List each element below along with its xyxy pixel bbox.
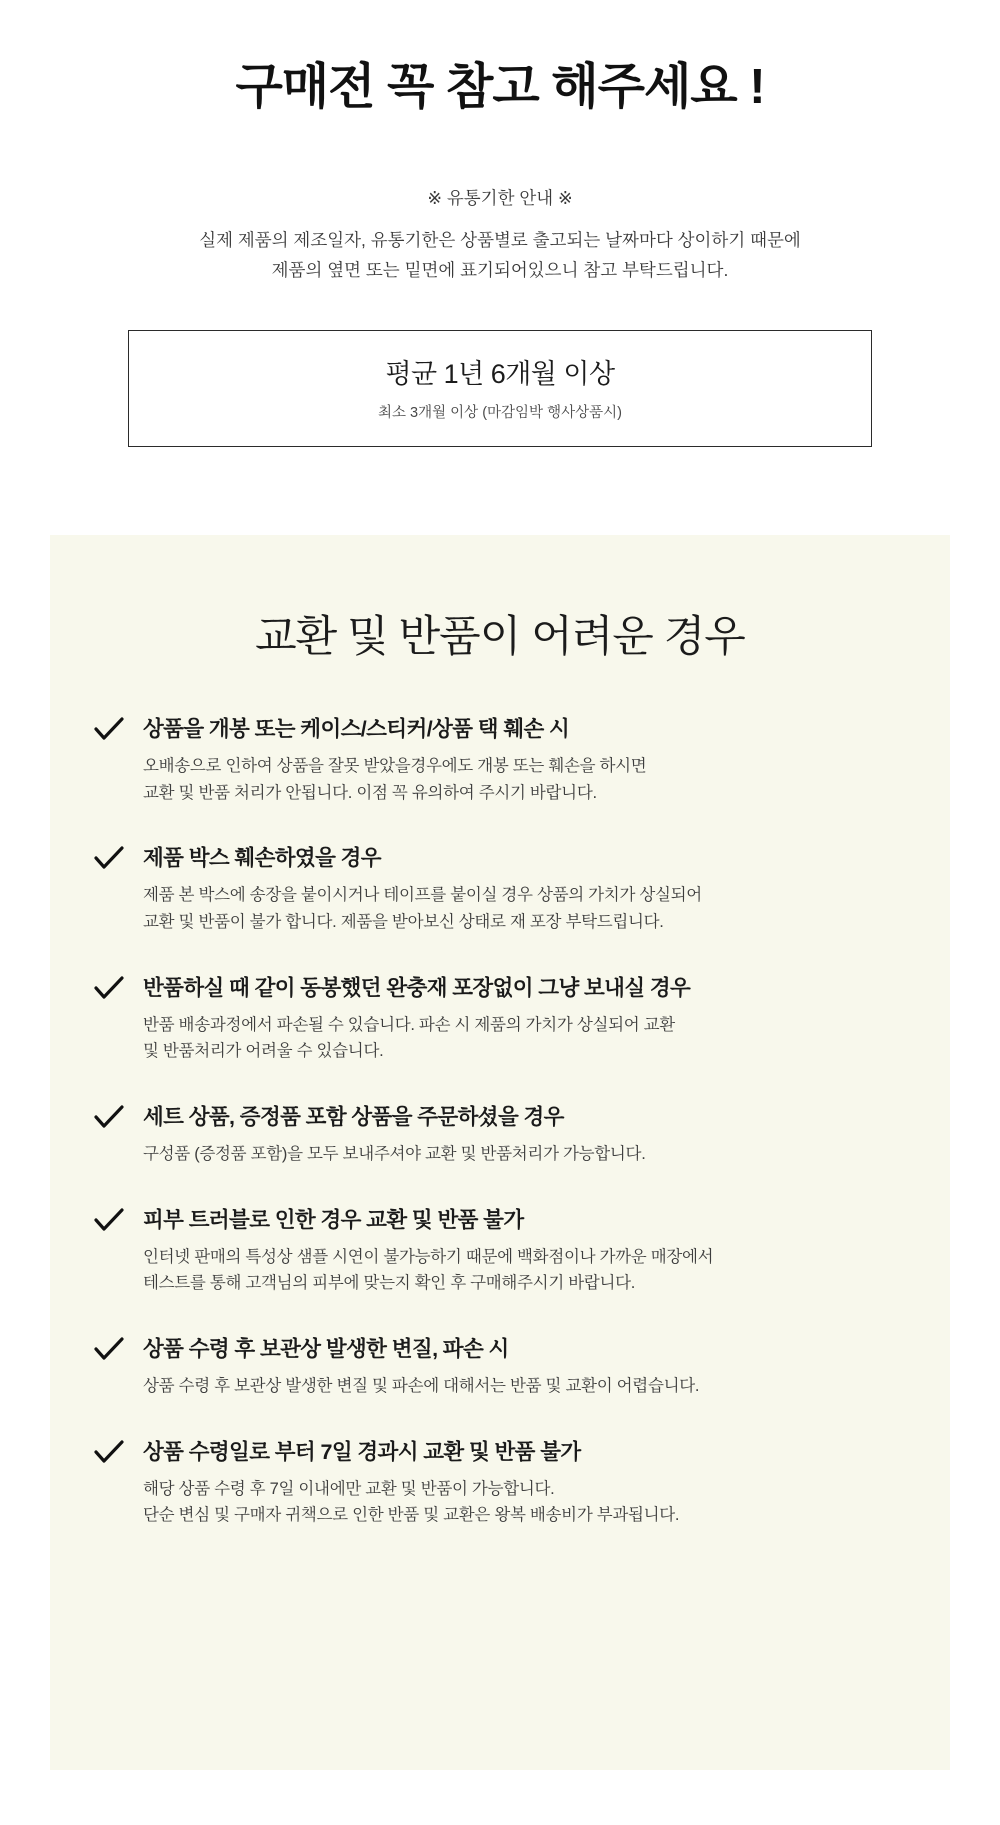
list-item xyxy=(88,716,910,806)
list-item-heading: 상품을 개봉 또는 케이스/스티커/상품 택 훼손 시 xyxy=(143,717,570,741)
check-icon xyxy=(94,846,124,872)
list-item-heading: 반품하실 때 같이 동봉했던 완충재 포장없이 그냥 보내실 경우 xyxy=(143,975,691,1000)
list-item-heading: 상품 수령 후 보관상 발생한 변질, 파손 시 xyxy=(143,1337,509,1362)
return-policy-panel xyxy=(50,535,950,1770)
list-item xyxy=(88,845,910,935)
list-item-line: 인터넷 판매의 특성상 샘플 시연이 불가능하기 때문에 백화점이나 가까운 매장에서 xyxy=(143,1247,714,1266)
list-item-line: 상품 수령 후 보관상 발생한 변질 및 파손에 대해서는 반품 및 교환이 어렵습니다. xyxy=(143,1377,700,1396)
list-item xyxy=(88,975,910,1065)
list-item-line: 반품 배송과정에서 파손될 수 있습니다. 파손 시 제품의 가치가 상실되어 교환 xyxy=(143,1015,675,1034)
list-item xyxy=(88,1336,910,1400)
expiry-description-line: 제품의 옆면 또는 밑면에 표기되어있으니 참고 부탁드립니다. xyxy=(271,260,729,281)
expiry-subtitle: ※ 유통기한 안내 ※ xyxy=(427,187,573,208)
list-item-line: 제품 본 박스에 송장을 붙이시거나 테이프를 붙이실 경우 상품의 가치가 상실되어 xyxy=(143,886,702,905)
list-item-heading: 세트 상품, 증정품 포함 상품을 주문하셨을 경우 xyxy=(143,1105,564,1130)
list-item xyxy=(88,1104,910,1168)
expiry-description-line: 실제 제품의 제조일자, 유통기한은 상품별로 출고되는 날짜마다 상이하기 때문에 xyxy=(199,230,801,251)
list-item-line: 교환 및 반품이 불가 합니다. 제품을 받아보신 상태로 재 포장 부탁드립니다. xyxy=(143,913,664,932)
list-item-heading: 상품 수령일로 부터 7일 경과시 교환 및 반품 불가 xyxy=(143,1439,581,1464)
check-icon xyxy=(94,1337,124,1363)
average-period-main: 평균 1년 6개월 이상 xyxy=(385,359,615,390)
list-item-heading: 제품 박스 훼손하였을 경우 xyxy=(143,846,381,871)
check-icon xyxy=(94,1440,124,1466)
list-item-line: 단순 변심 및 구매자 귀책으로 인한 반품 및 교환은 왕복 배송비가 부과됩니다. xyxy=(143,1506,680,1525)
list-item-line: 및 반품처리가 어려울 수 있습니다. xyxy=(143,1042,384,1061)
list-item-line: 테스트를 통해 고객님의 피부에 맞는지 확인 후 구매해주시기 바랍니다. xyxy=(143,1274,636,1293)
list-item-line: 교환 및 반품 처리가 안됩니다. 이점 꼭 유의하여 주시기 바랍니다. xyxy=(143,783,597,802)
list-item-line: 해당 상품 수령 후 7일 이내에만 교환 및 반품이 가능합니다. xyxy=(143,1479,555,1498)
list-item xyxy=(88,1439,910,1529)
top-notice-section xyxy=(0,0,1000,447)
page-title: 구매전 꼭 참고 해주세요 ! xyxy=(235,60,765,114)
check-icon xyxy=(94,1105,124,1131)
check-icon xyxy=(94,976,124,1002)
list-item xyxy=(88,1207,910,1297)
average-period-box xyxy=(128,330,872,447)
return-policy-list xyxy=(50,716,950,1529)
return-policy-title: 교환 및 반품이 어려운 경우 xyxy=(255,613,745,661)
list-item-line: 구성품 (증정품 포함)을 모두 보내주셔야 교환 및 반품처리가 가능합니다. xyxy=(143,1145,646,1164)
list-item-line: 오배송으로 인하여 상품을 잘못 받았을경우에도 개봉 또는 훼손을 하시면 xyxy=(143,756,647,775)
list-item-heading: 피부 트러블로 인한 경우 교환 및 반품 불가 xyxy=(143,1207,524,1232)
average-period-sub: 최소 3개월 이상 (마감임박 행사상품시) xyxy=(378,405,622,422)
check-icon xyxy=(94,717,124,743)
check-icon xyxy=(94,1208,124,1234)
expiry-description xyxy=(0,225,1000,285)
